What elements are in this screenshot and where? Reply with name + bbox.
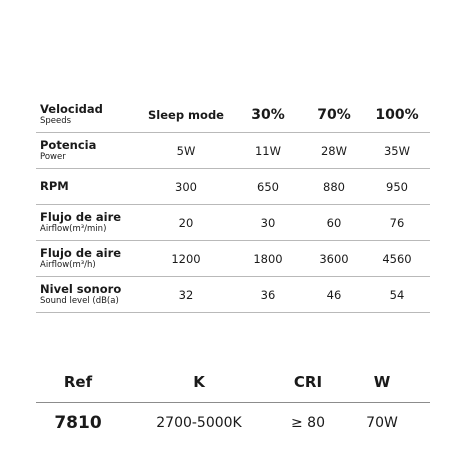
reference-value-row [36,403,430,443]
table-cell: 32 [178,287,194,302]
table-row-power [36,133,430,169]
row-label [40,277,121,312]
header-100: 100% [375,106,419,123]
label-main: Nivel sonoro [40,281,122,296]
table-cell: 1800 [253,251,283,266]
table-cell: 650 [257,179,279,194]
table-cell: 36 [260,287,276,302]
table-cell: 950 [386,179,408,194]
label-sub: Speeds [40,115,72,126]
row-label [40,97,103,132]
header-70: 70% [317,106,351,123]
label-sub: Sound level (dB(a) [40,295,119,306]
header-30: 30% [251,106,285,123]
cri-value: ≥ 80 [291,415,325,431]
table-row-sound-level [36,277,430,313]
row-label [40,241,121,276]
label-sub: Airflow(m³/min) [40,223,107,234]
row-label [40,133,96,168]
specs-table [36,97,430,313]
table-cell: 300 [175,179,197,194]
reference-table [36,362,430,443]
label-main: Velocidad [40,101,103,116]
table-cell: 3600 [319,251,349,266]
table-cell: 60 [326,215,342,230]
label-sub: Power [40,151,66,162]
label-main: Flujo de aire [40,209,122,224]
header-k: K [193,373,205,391]
reference-header-row [36,362,430,403]
table-cell: 4560 [382,251,412,266]
k-value: 2700-5000K [156,415,242,431]
label-sub: Airflow(m³/h) [40,259,96,270]
table-cell: 76 [389,215,405,230]
table-row-airflow-min [36,205,430,241]
header-w: W [373,373,391,391]
table-cell: 54 [389,287,405,302]
table-cell: 1200 [171,251,201,266]
row-label [40,169,69,204]
w-value: 70W [366,415,398,431]
table-cell: 880 [323,179,345,194]
table-cell: 28W [320,143,347,158]
row-label [40,205,121,240]
table-cell: 5W [176,143,196,158]
header-ref: Ref [63,373,93,391]
label-main: Potencia [40,137,97,152]
label-main: RPM [40,179,69,193]
header-sleep-mode: Sleep mode [148,107,224,122]
specs-header-row [36,97,430,133]
table-cell: 30 [260,215,276,230]
table-row-airflow-hour [36,241,430,277]
table-cell: 11W [254,143,281,158]
table-row-rpm [36,169,430,205]
header-cri: CRI [293,373,323,391]
ref-value: 7810 [54,413,102,433]
label-main: Flujo de aire [40,245,122,260]
table-cell: 46 [326,287,342,302]
table-cell: 20 [178,215,194,230]
table-cell: 35W [383,143,410,158]
